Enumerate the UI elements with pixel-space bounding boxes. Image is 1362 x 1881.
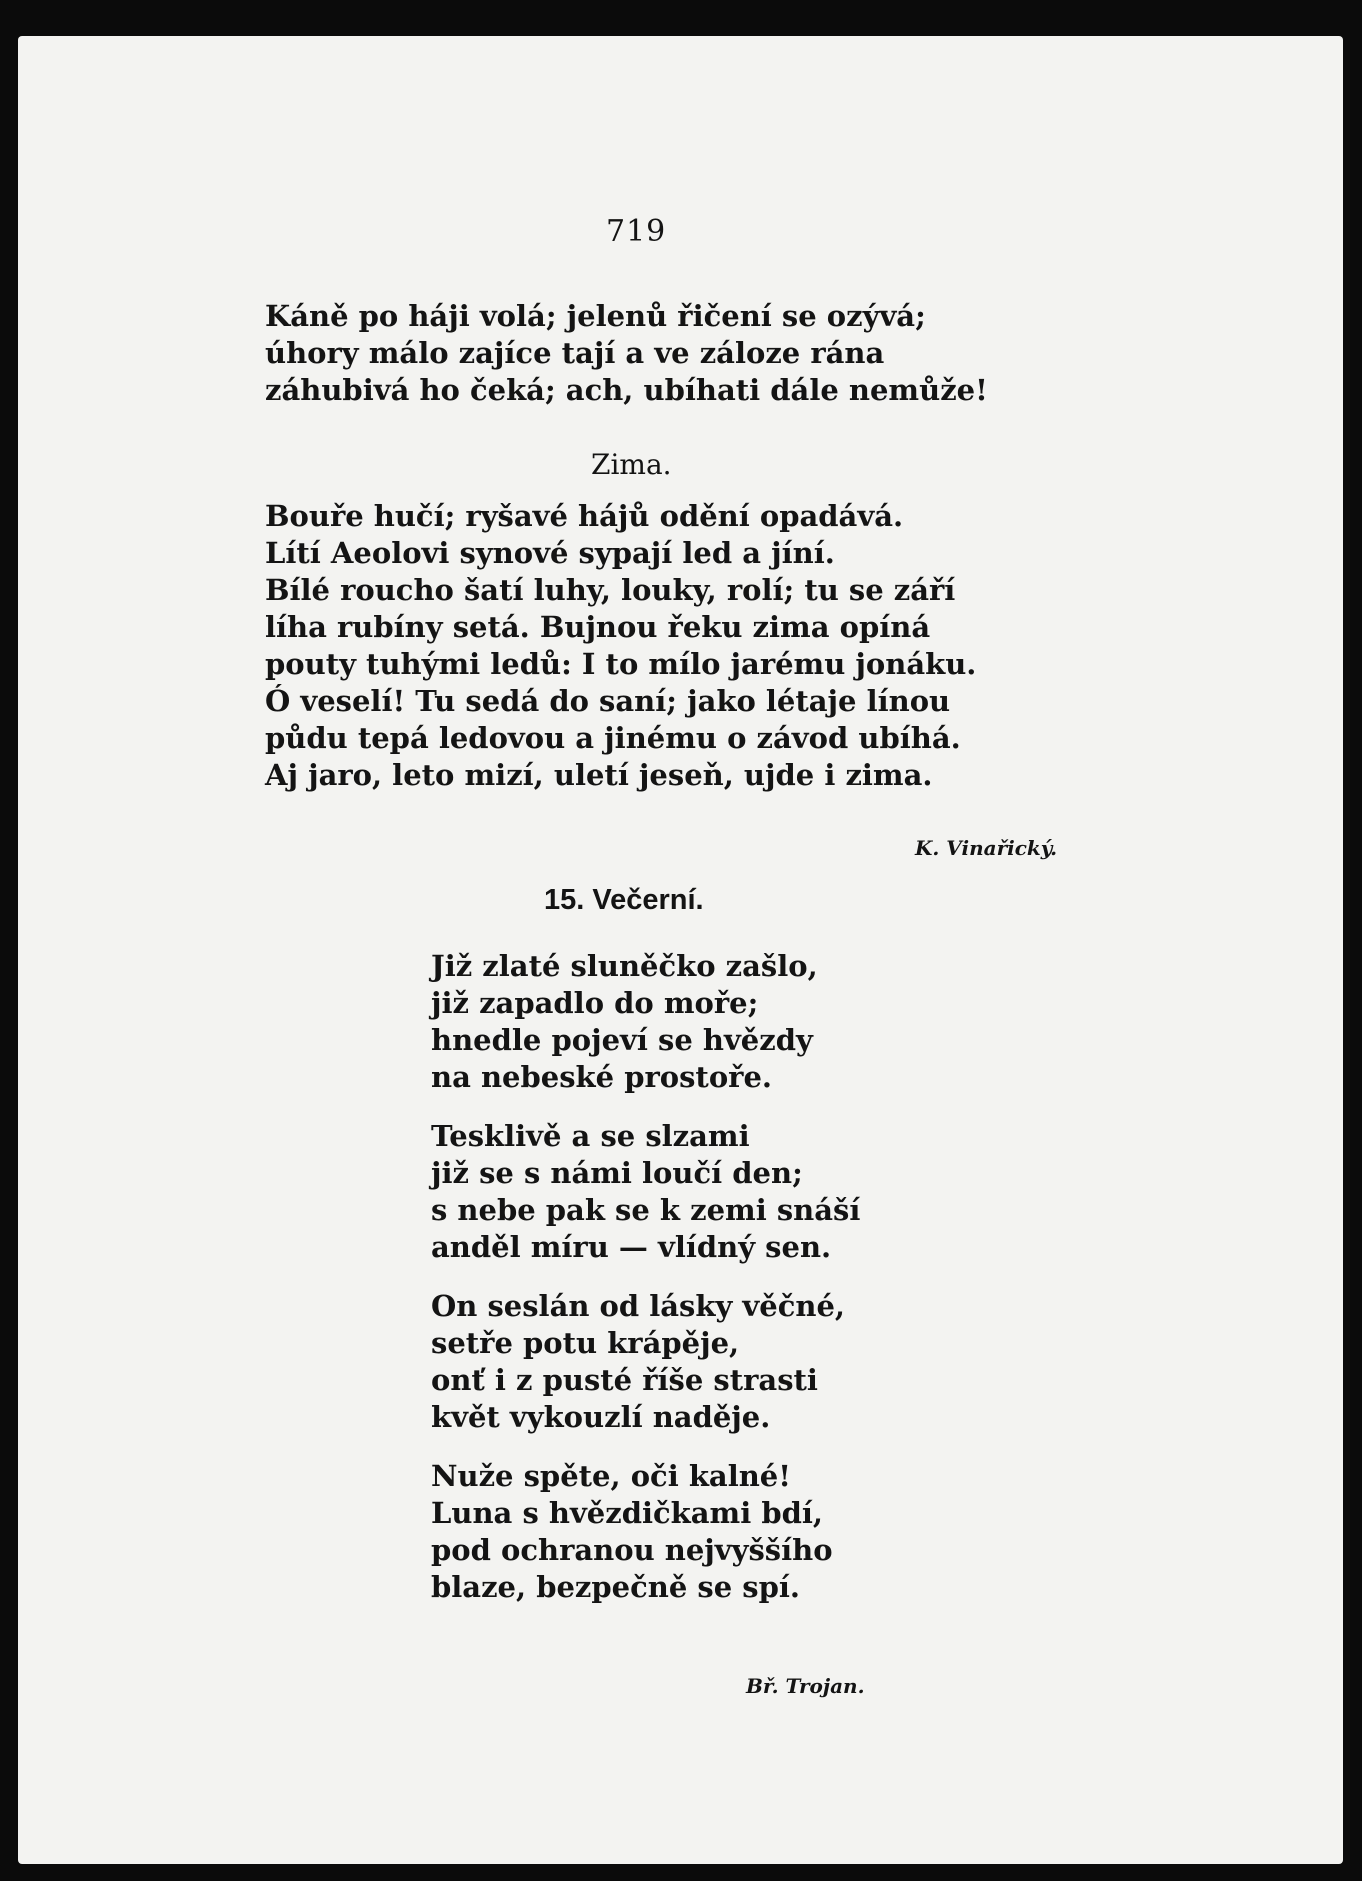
zima-line: Aj jaro, leto mizí, uletí jeseň, ujde i zima. bbox=[265, 758, 933, 792]
poem-stanza bbox=[431, 948, 860, 1096]
zima-line: Lítí Aeolovi synové sypají led a jíní. bbox=[265, 536, 835, 570]
poem-line: na nebeské prostoře. bbox=[431, 1060, 772, 1094]
poem-line: již zapadlo do moře; bbox=[431, 986, 759, 1020]
poem-line: On seslán od lásky věčné, bbox=[431, 1289, 846, 1323]
poem-line: Luna s hvězdičkami bdí, bbox=[431, 1496, 824, 1530]
page-number: 719 bbox=[606, 214, 667, 249]
poem-stanza bbox=[431, 1288, 860, 1436]
zima-line: Ó veselí! Tu sedá do saní; jako létaje línou bbox=[265, 684, 951, 718]
author-signature-vinaricky: K. Vinařický. bbox=[915, 836, 1058, 860]
poem-stanza bbox=[431, 1458, 860, 1606]
poem-stanza bbox=[431, 1118, 860, 1266]
poem-line: anděl míru — vlídný sen. bbox=[431, 1230, 832, 1264]
zima-line: půdu tepá ledovou a jinému o závod ubíhá. bbox=[265, 721, 961, 755]
poem-line: Tesklivě a se slzami bbox=[431, 1119, 750, 1153]
intro-line: záhubivá ho čeká; ach, ubíhati dále nemůže! bbox=[265, 373, 988, 407]
zima-line: Bouře hučí; ryšavé hájů odění opadává. bbox=[265, 499, 904, 533]
author-signature-trojan: Bř. Trojan. bbox=[746, 1674, 865, 1698]
poem-line: Již zlaté sluněčko zašlo, bbox=[431, 949, 818, 983]
zima-line: pouty tuhými ledů: I to mílo jarému jonáku. bbox=[265, 647, 977, 681]
poem-line: květ vykouzlí naděje. bbox=[431, 1400, 771, 1434]
zima-line: líha rubíny setá. Bujnou řeku zima opíná bbox=[265, 610, 931, 644]
book-page bbox=[18, 36, 1343, 1864]
poem-vecerni bbox=[431, 948, 860, 1606]
poem-line: setře potu krápěje, bbox=[431, 1326, 740, 1360]
poem-line: pod ochranou nejvyššího bbox=[431, 1533, 833, 1567]
intro-line: úhory málo zajíce tají a ve záloze rána bbox=[265, 336, 885, 370]
poem-line: blaze, bezpečně se spí. bbox=[431, 1570, 800, 1604]
zima-paragraph bbox=[265, 498, 976, 794]
intro-paragraph bbox=[265, 298, 988, 409]
poem-line: onť i z pusté říše strasti bbox=[431, 1363, 818, 1397]
poem-line: hnedle pojeví se hvězdy bbox=[431, 1023, 813, 1057]
poem-line: Nuže spěte, oči kalné! bbox=[431, 1459, 791, 1493]
intro-line: Káně po háji volá; jelenů řičení se ozývá; bbox=[265, 299, 926, 333]
poem-line: již se s námi loučí den; bbox=[431, 1156, 803, 1190]
poem-title-vecerni: 15. Večerní. bbox=[544, 884, 704, 916]
zima-line: Bílé roucho šatí luhy, louky, rolí; tu se září bbox=[265, 573, 956, 607]
poem-line: s nebe pak se k zemi snáší bbox=[431, 1193, 861, 1227]
section-title-zima: Zima. bbox=[591, 448, 672, 481]
